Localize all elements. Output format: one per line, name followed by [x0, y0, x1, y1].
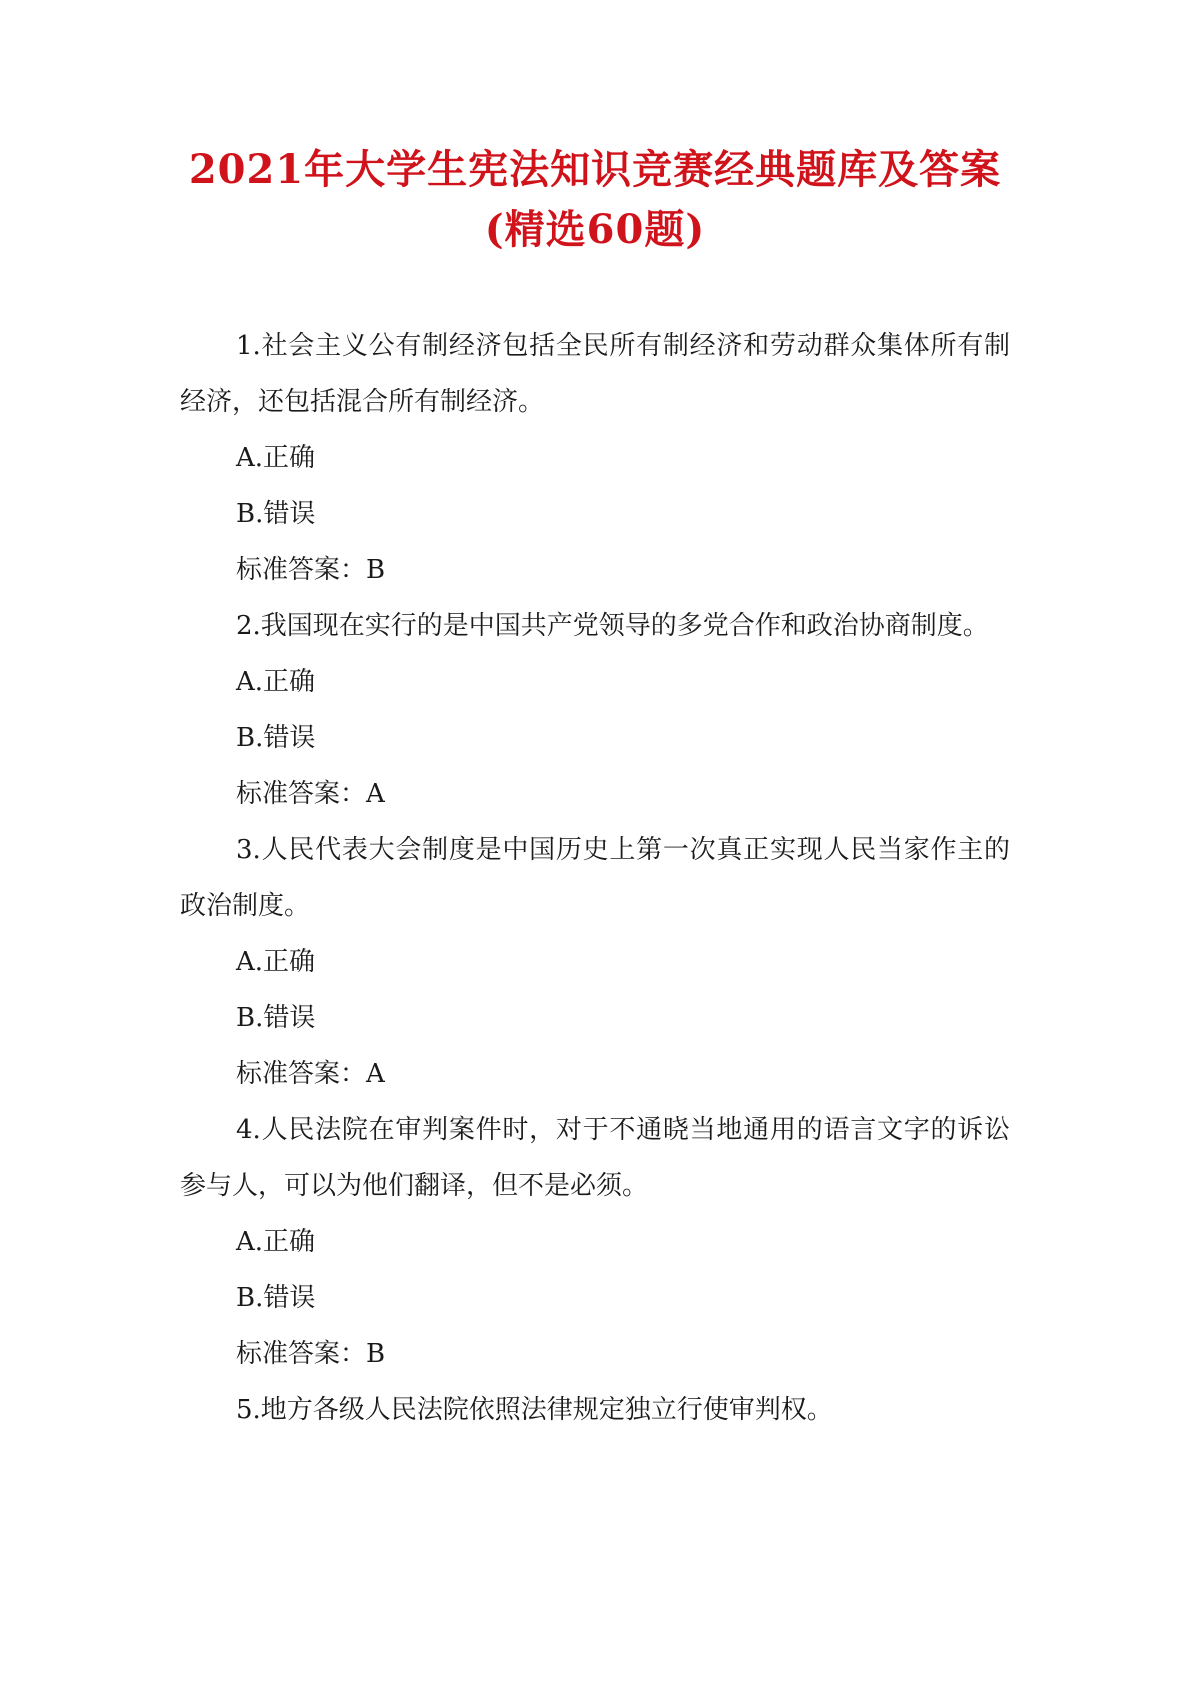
option-a: A.正确 [236, 443, 316, 473]
question-item [180, 1382, 1010, 1438]
standard-answer: 标准答案：A [236, 779, 385, 809]
option-b: B.错误 [236, 1283, 316, 1313]
option-b: B.错误 [236, 1003, 316, 1033]
question-text: 4.人民法院在审判案件时，对于不通晓当地通用的语言文字的诉讼参与人，可以为他们翻译，但不是必须。 [180, 1115, 1010, 1201]
standard-answer: 标准答案：A [236, 1059, 385, 1089]
option-b: B.错误 [236, 723, 316, 753]
question-text: 3.人民代表大会制度是中国历史上第一次真正实现人民当家作主的政治制度。 [180, 835, 1010, 921]
question-item [180, 822, 1010, 1102]
option-a: A.正确 [236, 1227, 316, 1257]
option-a: A.正确 [236, 947, 316, 977]
option-b: B.错误 [236, 499, 316, 529]
question-item [180, 318, 1010, 598]
question-text: 1.社会主义公有制经济包括全民所有制经济和劳动群众集体所有制经济，还包括混合所有制经济。 [180, 331, 1010, 417]
question-list [180, 318, 1010, 1438]
question-item [180, 598, 1010, 822]
standard-answer: 标准答案：B [236, 555, 386, 585]
question-text: 2.我国现在实行的是中国共产党领导的多党合作和政治协商制度。 [236, 611, 989, 641]
question-text: 5.地方各级人民法院依照法律规定独立行使审判权。 [236, 1395, 833, 1425]
option-a: A.正确 [236, 667, 316, 697]
document-title: 2021年大学生宪法知识竞赛经典题库及答案(精选60题) [188, 146, 1002, 253]
question-item [180, 1102, 1010, 1382]
standard-answer: 标准答案：B [236, 1339, 386, 1369]
